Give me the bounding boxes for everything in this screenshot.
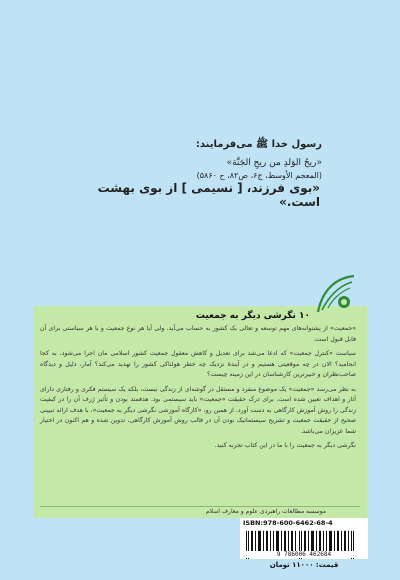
publisher-name: موسسه مطالعات راهبردی علوم و معارف اسلام: [205, 508, 326, 515]
hadith-translation: «بوی فرزند، [ نسیمی ] از بوی بهشت است.»: [97, 181, 320, 209]
hadith-intro: رسول خدا ﷺ می‌فرمایند:: [195, 139, 322, 150]
box-paragraph: نگرشی دیگر به جمعیت را با ما در این کتاب تجربه کنید.: [214, 442, 356, 449]
box-paragraph: «جمعیت» از پشتوانه‌های مهم توسعه و تعالی یک کشور به حساب می‌آید. ولی آیا هر نوع جمعیت و با هر سیاستی برای آن قابل قبول است.: [40, 325, 356, 343]
price-label: قیمت: ۱۱۰۰۰ تومان: [269, 561, 339, 569]
barcode-digits: 9 786006 462684: [240, 551, 368, 558]
hadith-source: (المعجم الأوسط، ج۶، ص۸۲، ح ۵۸۶۰): [196, 171, 322, 180]
box-paragraph: به نظر می‌رسد «جمعیت» یک موضوع منفرد و مستقل در گوشه‌ای از زندگی نیست، بلکه یک سیستم فکری و رفتاری دارای آثار و اهداف تعیین شده است. برای درک حقیقت «جمعیت» باید سیستمی بود. هدفمند بودن و تأثیر ژرف آن را در کیفیت زندگی را روش آموزش کارگاهی به دست آورد. از همین رو، «کارگاه آموزشی نگرشی دیگر به جمعیت»، با هدف ارائه تبیینی صحیح از حقیقت جمعیت و تشریح سیستماتیک بودن آن در قالب روش آموزش کارگاهی، تدوین شده و هم اکنون در اختیار شما عزیزان می‌باشد.: [40, 385, 356, 435]
box-title: ۱۰ نگرشی دیگر به جمعیت: [195, 311, 310, 321]
publisher-logo-icon: [314, 272, 358, 316]
box-paragraph: سیاست «کنترل جمعیت» که ادعا می‌شد برای تعدیل و کاهش معقول جمعیت کشور اسلامی مان اجرا می‌شود، به کجا انجامید؟ الان در چه موقعیتی هستیم و در آیندهٔ نزدیک چه خطر هولناکی کشور را تهدید می‌کند؟ آمار، دلیل و دیدگاه صاحب‌نظران و خبیرترین کارشناسان در این زمینه چیست؟: [40, 350, 356, 378]
box-divider: [40, 506, 360, 507]
isbn-label: ISBN:978-600-6462-68-4: [240, 518, 368, 528]
hadith-arabic: «ريحُ الوَلدِ من ريحِ الجَنَّة»: [226, 158, 322, 168]
hadith-header: [62, 138, 322, 180]
box-body: [40, 324, 356, 456]
